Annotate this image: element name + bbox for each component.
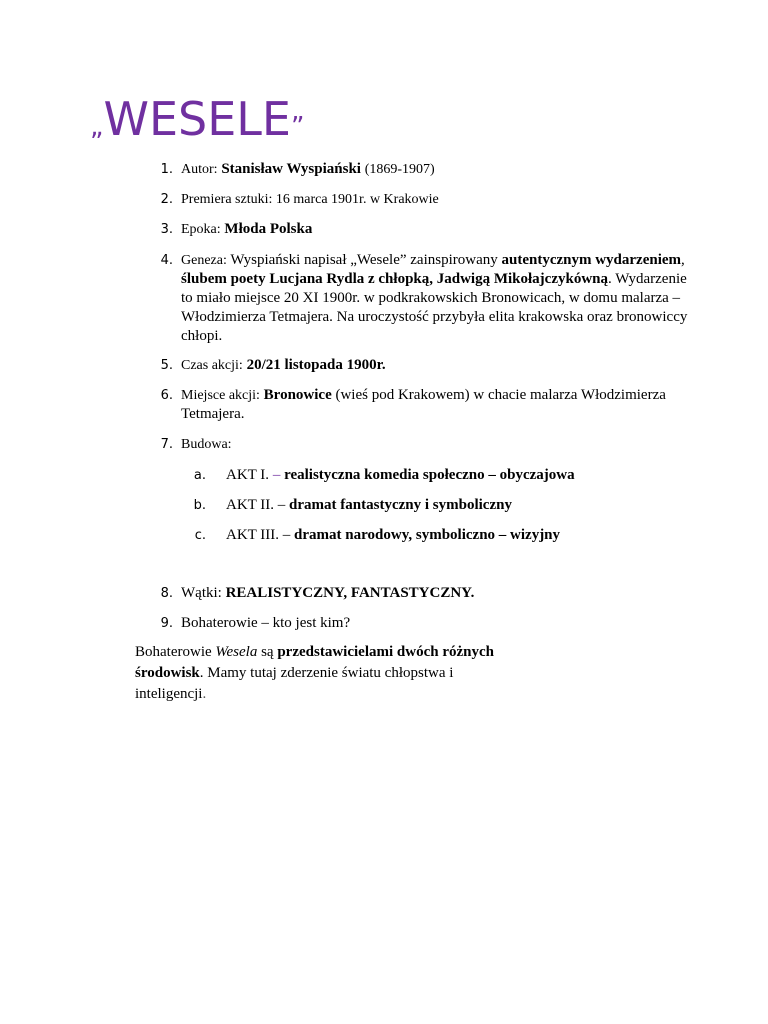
act-label: AKT II. –: [226, 497, 286, 513]
item-bold: 20/21 listopada 1900r.: [246, 357, 386, 373]
item-label: Geneza:: [181, 253, 227, 268]
para-end: .: [202, 686, 207, 702]
sublist-letter: b.: [193, 498, 206, 513]
list-number: 7.: [160, 437, 173, 452]
list-number: 8.: [160, 586, 173, 601]
item-bold: REALISTYCZNY, FANTASTYCZNY.: [225, 585, 475, 601]
act-description: dramat fantastyczny i symboliczny: [289, 497, 512, 513]
para-italic: Wesela: [215, 644, 258, 660]
item-rest: (wieś pod Krakowem) w chacie malarza Włodzimierza Tetmajera.: [181, 387, 666, 422]
item-text: Premiera sztuki: 16 marca 1901r. w Krakowie: [181, 192, 439, 207]
title-close-quote: ”: [291, 112, 305, 142]
title-text: WESELE: [103, 92, 291, 146]
item-bold: autentycznym wydarzeniem: [501, 252, 682, 268]
sublist-letter: c.: [194, 528, 206, 543]
item-bold: Stanisław Wyspiański: [221, 161, 361, 177]
para-bold: przedstawicielami dwóch różnych środowisk: [135, 644, 494, 681]
act-label: AKT III. –: [226, 527, 291, 543]
item-label: Autor:: [181, 162, 218, 177]
item-bold: Młoda Polska: [224, 221, 313, 237]
item-label: Epoka:: [181, 222, 221, 237]
para-text: są: [261, 644, 274, 660]
characters-paragraph: [135, 642, 515, 705]
document-title: [90, 90, 304, 156]
item-bold: Bronowice: [263, 387, 332, 403]
sublist-letter: a.: [193, 468, 206, 483]
list-number: 1.: [160, 162, 173, 177]
list-number: 3.: [160, 222, 173, 237]
item-bold: ślubem poety Lucjana Rydla z chłopką, Jadwigą Mikołajczykówną: [181, 271, 609, 287]
item-text: . Wydarzenie to miało miejsce 20 XI 1900r. w podkrakowskich Bronowicach, w domu malarza – Włodzimierza Tetmajera. Na uroczystość przybyła elita krakowska oraz bronowiccy chłopi.: [181, 271, 688, 344]
act-label: AKT I.: [226, 467, 270, 483]
item-label: Miejsce akcji:: [181, 388, 260, 403]
list-number: 6.: [160, 388, 173, 403]
list-number: 5.: [160, 358, 173, 373]
para-text: . Mamy tutaj zderzenie światu chłopstwa i inteligencji: [135, 665, 454, 702]
list-number: 4.: [160, 253, 173, 268]
item-text: Bohaterowie – kto jest kim?: [181, 615, 351, 631]
list-number: 2.: [160, 192, 173, 207]
item-label: Wątki:: [181, 585, 222, 601]
item-text: Wyspiański napisał „Wesele” zainspirowany: [230, 252, 498, 268]
item-rest: (1869-1907): [364, 162, 435, 177]
list-number: 9.: [160, 616, 173, 631]
title-open-quote: „: [90, 112, 104, 142]
item-label: Czas akcji:: [181, 358, 243, 373]
item-text: Budowa:: [181, 437, 232, 452]
act-description: realistyczna komedia społeczno – obyczajowa: [284, 467, 575, 483]
act-dash: –: [272, 467, 281, 483]
act-description: dramat narodowy, symboliczno – wizyjny: [294, 527, 561, 543]
para-text: Bohaterowie: [135, 644, 212, 660]
item-text: ,: [681, 252, 685, 268]
